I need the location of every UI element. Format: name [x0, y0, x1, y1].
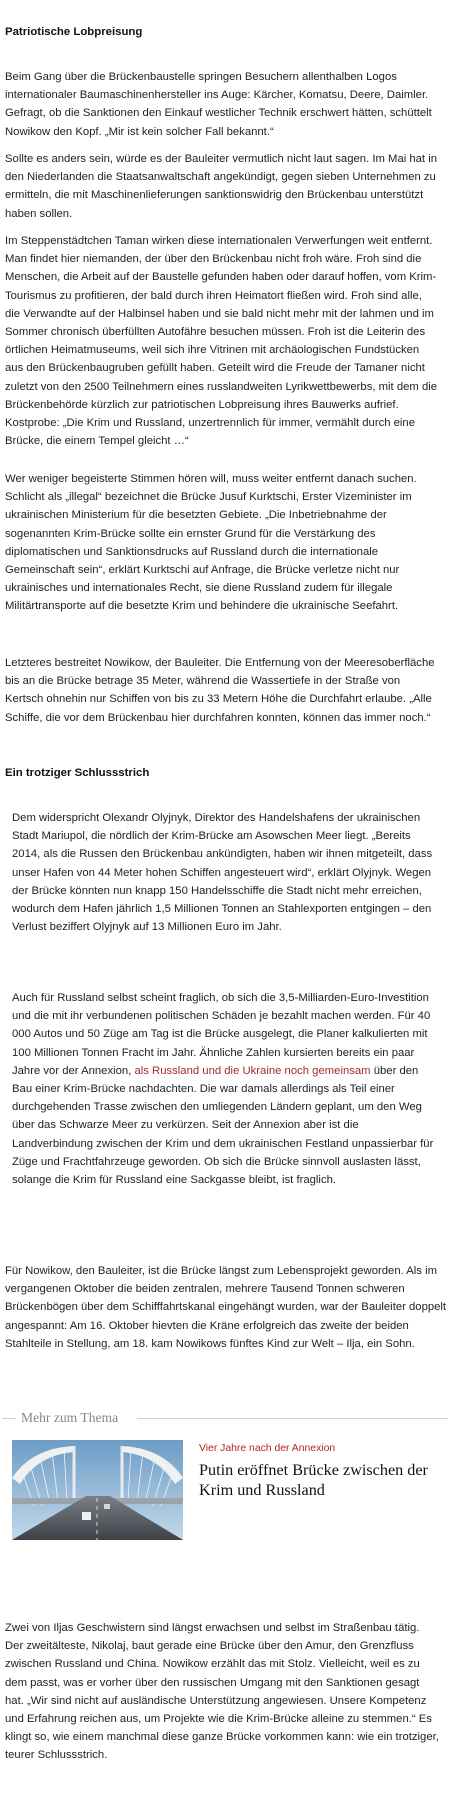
related-article-teaser[interactable] — [12, 1440, 448, 1540]
paragraph-text: über den Bau einer Krim-Brücke nachdachten. Die war damals allerdings als Teil einer durchgehenden Trasse zwischen den umliegenden Ländern geplant, um den Weg über das Schwarze Meer zu verkürzen. Seit der Annexion aber ist die Landverbindung zwischen der Krim und dem ukrainischen Festland unpassierbar für Züge und Frachtfahrzeuge geworden. Ob sich die Brücke sinnvoll auslasten lässt, solange die Krim für Russland eine Sackgasse bleibt, ist fraglich. — [12, 1064, 434, 1187]
inline-article-link[interactable]: als Russland und die Ukraine noch gemeinsam — [134, 1064, 371, 1077]
paragraph: Wer weniger begeisterte Stimmen hören will, muss weiter entfernt danach suchen. Schlicht als „illegal“ bezeichnet die Brücke Jusuf Kurktschi, Erster Vizeminister im ukrainischen Ministerium für die besetzten Gebiete. „Die Inbetriebnahme der sogenannten Krim-Brücke sollte ein ernster Grund für die Verstärkung des diplomatischen und Sanktionsdrucks auf Russland durch die internationale Gemeinschaft sein“, erklärt Kurktschi auf Anfrage, die Brücke verletze nicht nur ukrainisches und internationales Recht, sie diene Russland zudem für illegale Militärtransporte auf die besetzte Krim und behindere die ukrainische Seefahrt. — [5, 473, 417, 613]
section-heading-schlussstrich: Ein trotziger Schlussstrich — [5, 767, 150, 779]
paragraph-text: Auch für Russland selbst scheint fraglich, ob sich die 3,5-Milliarden-Euro-Investition und die mit ihr verbundenen politischen Schäden je bezahlt machen werden. Für 40 000 Autos und 50 Züge am Tag ist die Brücke ausgelegt, die Planer kalkulierten mit 100 Millionen Tonnen Fracht im Jahr. Ähnliche Zahlen kursierten bereits ein paar Jahre vor der Annexion, — [12, 992, 431, 1077]
divider — [137, 1418, 448, 1419]
paragraph: Beim Gang über die Brückenbaustelle springen Besuchern allenthalben Logos internationaler Baumaschinenhersteller ins Auge: Kärcher, Komatsu, Deere, Daimler. Gefragt, ob die Sanktionen den Einkauf westlicher Technik erschwert hätten, schüttelt Nowikow den Kopf. „Mir ist kein solcher Fall bekannt.“ — [5, 71, 432, 138]
more-on-topic-header — [0, 1412, 448, 1424]
paragraph: Im Steppenstädtchen Taman wirken diese internationalen Verwerfungen weit entfernt. Man findet hier niemanden, der über den Brückenbau nicht froh wäre. Froh sind die Menschen, die Arbeit auf der Baustelle gefunden haben oder darauf hoffen, vom Krim-Tourismus zu profitieren, der bald durch ihren Heimatort fließen wird. Froh sind alle, die Verwandte auf der Halbinsel haben und sie bald nicht mehr mit der lahmen und im Sommer chronisch überfüllten Autofähre besuchen müssen. Froh ist die Leiterin des örtlichen Heimatmuseums, weil sich ihre Vitrinen mit archäologischen Fundstücken aus den Brückenbaugruben gefüllt haben. Geteilt wird die Freude der Tamaner nicht zuletzt von den 2500 Teilnehmern eines russlandweiten Lyrikwettbewerbs, mit dem die Brückenbehörde kürzlich zur patriotischen Lobpreisung ihres Bauwerks aufrief. Kostprobe: „Die Krim und Russland, unzertrennlich für immer, vermählt durch eine Brücke, die einem Tempel gleicht …“ — [5, 235, 438, 448]
paragraph: Für Nowikow, den Bauleiter, ist die Brücke längst zum Lebensprojekt geworden. Als im vergangenen Oktober die beiden zentralen, mehrere Tausend Tonnen schweren Brückenbögen über dem Schifffahrtskanal eingehängt wurden, war der Bauleiter doppelt angespannt: Am 16. Oktober hievten die Kräne erfolgreich das zweite der beiden Stahlteile in Stellung, am 18. kam Nowikows fünftes Kind zur Welt – Ilja, ein Sohn. — [5, 1265, 447, 1350]
teaser-title-link[interactable]: Putin eröffnet Brücke zwischen der Krim und Russland — [199, 1461, 428, 1499]
more-on-topic-label: Mehr zum Thema — [21, 1410, 119, 1425]
bridge-photo-icon[interactable] — [12, 1440, 183, 1540]
teaser-kicker[interactable]: Vier Jahre nach der Annexion — [199, 1443, 336, 1454]
paragraph: Zwei von Iljas Geschwistern sind längst erwachsen und selbst im Straßenbau tätig. Der zweitälteste, Nikolaj, baut gerade eine Brücke über den Amur, den Grenzfluss zwischen Russland und China. Nowikow erzählt das mit Stolz. Vielleicht, weil es zu dem passt, was er vorher über den russischen Umgang mit den Sanktionen gesagt hat. „Wir sind nicht auf ausländische Unterstützung angewiesen. Unsere Kompetenz und Erfahrung reichen aus, um Projekte wie die Krim-Brücke alleine zu stemmen.“ Es klingt so, wie einem manchmal diese ganze Brücke vorkommen kann: wie ein trotziger, teurer Schlussstrich. — [5, 1622, 439, 1762]
paragraph: Dem widerspricht Olexandr Olyjnyk, Direktor des Handelshafens der ukrainischen Stadt Mariupol, die nördlich der Krim-Brücke am Asowschen Meer liegt. „Bereits 2014, als die Russen den Brückenbau ankündigten, haben wir ihnen mitgeteilt, dass unser Hafen von 44 Meter hohen Schiffen angesteuert wird“, erklärt Olyjnyk. Wegen der Brücke könnten nun knapp 150 Handelsschiffe die Stadt nicht mehr erreichen, wodurch dem Hafen jährlich 1,5 Millionen Tonnen an Stahlexporten entgingen – den Verlust beziffert Olyjnyk auf 13 Millionen Euro im Jahr. — [12, 812, 433, 934]
section-heading-lobpreisung: Patriotische Lobpreisung — [5, 26, 143, 38]
paragraph-with-link — [12, 989, 440, 1189]
divider — [2, 1418, 16, 1419]
paragraph: Letzteres bestreitet Nowikow, der Bauleiter. Die Entfernung von der Meeresoberfläche bis an die Brücke betrage 35 Meter, während die Wassertiefe in der Straße von Kertsch ohnehin nur Schiffen von bis zu 33 Metern Höhe die Durchfahrt erlaube. „Alle Schiffe, die vor dem Brückenbau hier durchfahren konnten, können das immer noch.“ — [5, 657, 435, 724]
paragraph: Sollte es anders sein, würde es der Bauleiter vermutlich nicht laut sagen. Im Mai hat in den Niederlanden die Staatsanwaltschaft angekündigt, gegen sieben Unternehmen zu ermitteln, die mit Maschinenlieferungen sanktionswidrig den Brückenbau unterstützt haben sollen. — [5, 153, 438, 220]
